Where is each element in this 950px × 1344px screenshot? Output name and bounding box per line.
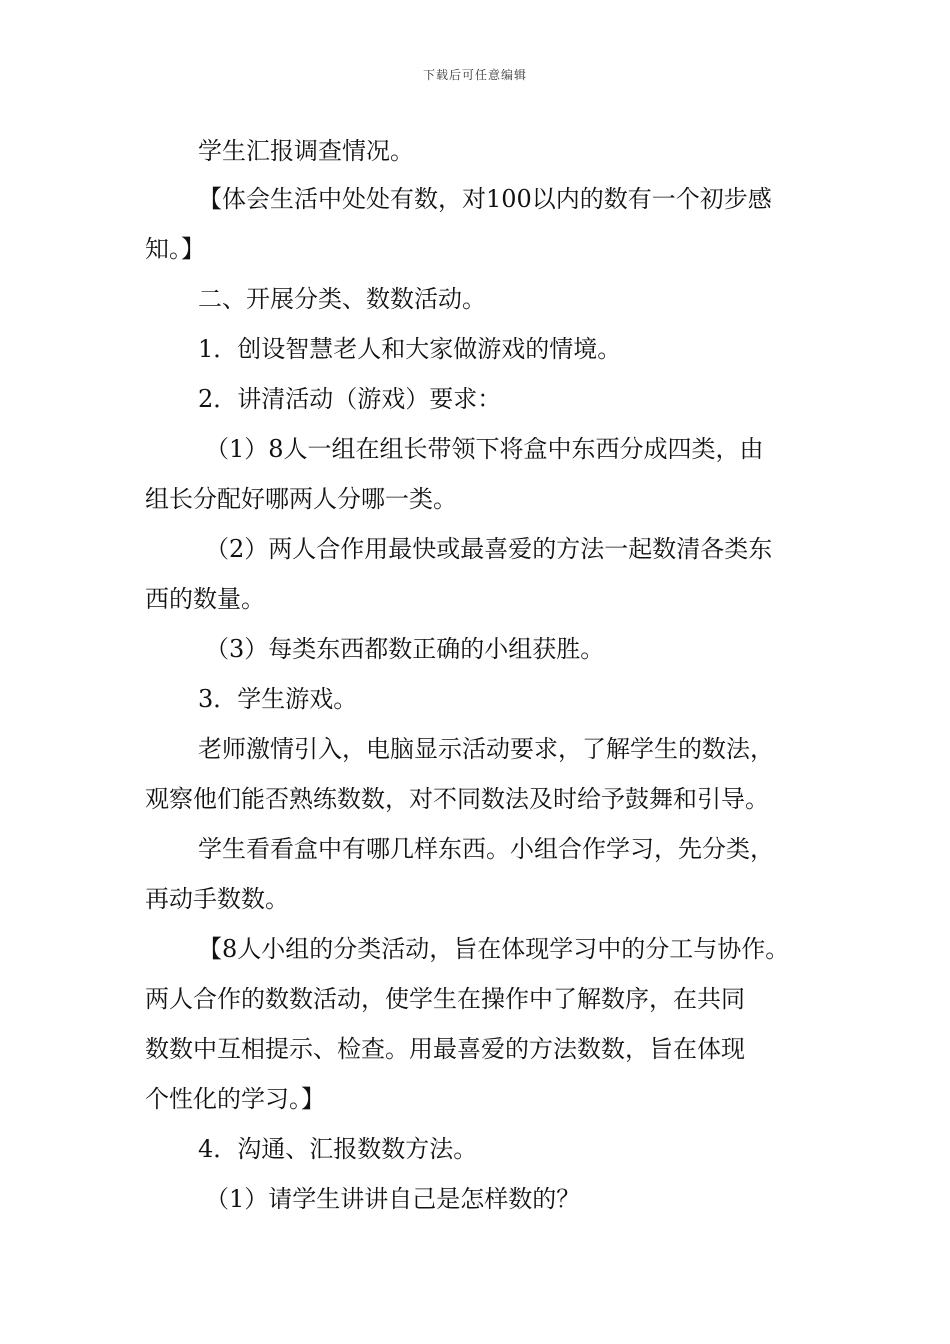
text-line: 知。】: [145, 235, 205, 263]
text-line: 【8人小组的分类活动，旨在体现学习中的分工与协作。: [198, 935, 790, 963]
text-line: 再动手数数。: [145, 885, 289, 913]
text-line: （3）每类东西都数正确的小组获胜。: [205, 635, 605, 663]
text-line: 西的数量。: [145, 585, 265, 613]
page-header: 下载后可任意编辑: [422, 68, 527, 82]
text-line: 【体会生活中处处有数，对100以内的数有一个初步感: [198, 185, 772, 213]
text-line: 4．沟通、汇报数数方法。: [198, 1135, 478, 1163]
text-line: 3．学生游戏。: [198, 685, 358, 713]
text-line: 1．创设智慧老人和大家做游戏的情境。: [198, 335, 622, 363]
text-line: 学生汇报调查情况。: [198, 137, 414, 165]
text-line: 数数中互相提示、检查。用最喜爱的方法数数，旨在体现: [145, 1035, 745, 1063]
text-line: 学生看看盒中有哪几样东西。小组合作学习，先分类，: [198, 835, 774, 863]
text-line: 组长分配好哪两人分哪一类。: [145, 485, 457, 513]
text-line: 2．讲清活动（游戏）要求：: [198, 385, 502, 413]
text-line: 个性化的学习。】: [145, 1085, 325, 1113]
text-line: 两人合作的数数活动，使学生在操作中了解数序，在共同: [145, 985, 745, 1013]
text-line: 观察他们能否熟练数数，对不同数法及时给予鼓舞和引导。: [145, 785, 769, 813]
text-line: 二、开展分类、数数活动。: [198, 285, 486, 313]
text-line: （1）8人一组在组长带领下将盒中东西分成四类，由: [205, 435, 764, 463]
text-line: 老师激情引入，电脑显示活动要求，了解学生的数法，: [198, 735, 774, 763]
text-line: （1）请学生讲讲自己是怎样数的？: [205, 1185, 581, 1213]
text-line: （2）两人合作用最快或最喜爱的方法一起数清各类东: [205, 535, 773, 563]
